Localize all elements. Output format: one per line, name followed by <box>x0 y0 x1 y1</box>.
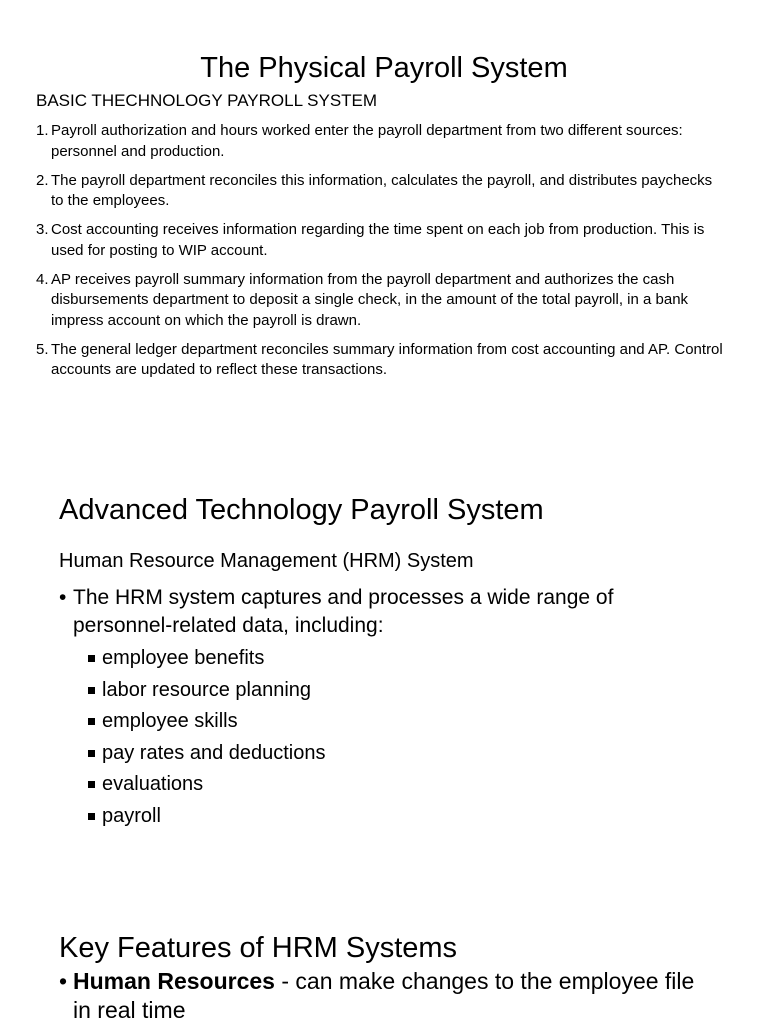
step-item <box>36 121 726 162</box>
slide-subtitle: BASIC THECHNOLOGY PAYROLL SYSTEM <box>36 91 378 110</box>
bullet-item <box>59 584 713 640</box>
step-item <box>36 340 726 381</box>
step-text: Payroll authorization and hours worked enter the payroll department from two different sources: personnel and production. <box>51 122 683 160</box>
slide-key-features <box>0 900 768 1024</box>
step-number: 5. <box>36 340 49 358</box>
list-item <box>88 769 326 801</box>
step-number: 1. <box>36 122 49 139</box>
list-item-text: employee skills <box>102 710 238 732</box>
bullet-dot-icon: • <box>59 586 67 609</box>
list-item <box>88 706 326 738</box>
list-item <box>88 801 326 833</box>
list-item-text: pay rates and deductions <box>102 741 326 764</box>
step-number: 4. <box>36 270 49 288</box>
step-item <box>36 220 726 261</box>
bullet-text: - can make changes to the employee file in real time <box>73 968 695 1023</box>
step-number: 3. <box>36 221 49 238</box>
bullet-dot-icon: • <box>59 968 68 994</box>
list-item-text: payroll <box>102 804 161 827</box>
square-bullet-icon <box>88 718 95 725</box>
bullet-text: The HRM system captures and processes a wide range of personnel-related data, including: <box>73 586 614 637</box>
list-item-text: labor resource planning <box>102 678 312 701</box>
square-bullet-icon <box>88 750 95 757</box>
bullet-item <box>59 967 713 1025</box>
hrm-data-list <box>88 643 326 832</box>
list-item <box>88 738 326 770</box>
step-text: The general ledger department reconciles summary information from cost accounting and AP. Control accounts are updated to reflect these transactions. <box>51 340 723 378</box>
steps-list <box>36 121 726 389</box>
slide-subtitle: Human Resource Management (HRM) System <box>59 550 474 572</box>
slide-title: Key Features of HRM Systems <box>59 932 458 965</box>
slide-physical-payroll <box>0 0 768 400</box>
step-number: 2. <box>36 171 49 189</box>
slide-advanced-payroll <box>0 460 768 860</box>
step-item <box>36 171 726 212</box>
square-bullet-icon <box>88 687 95 694</box>
step-item <box>36 270 726 332</box>
square-bullet-icon <box>88 655 95 662</box>
bullet-bold-text: Human Resources <box>73 968 275 994</box>
list-item <box>88 643 326 675</box>
slide-title: The Physical Payroll System <box>200 52 568 85</box>
step-text: AP receives payroll summary information from the payroll department and authorizes the cash disbursements department to deposit a single check, in the amount of the total payroll, in a bank impress account on which the payroll is drawn. <box>51 270 689 329</box>
list-item-text: evaluations <box>102 773 204 795</box>
slide-title: Advanced Technology Payroll System <box>59 494 544 527</box>
square-bullet-icon <box>88 813 95 820</box>
square-bullet-icon <box>88 781 95 788</box>
step-text: The payroll department reconciles this information, calculates the payroll, and distributes paychecks to the employees. <box>51 171 713 209</box>
list-item <box>88 675 326 707</box>
step-text: Cost accounting receives information regarding the time spent on each job from production. This is used for posting to WIP account. <box>51 221 705 259</box>
list-item-text: employee benefits <box>102 647 265 669</box>
